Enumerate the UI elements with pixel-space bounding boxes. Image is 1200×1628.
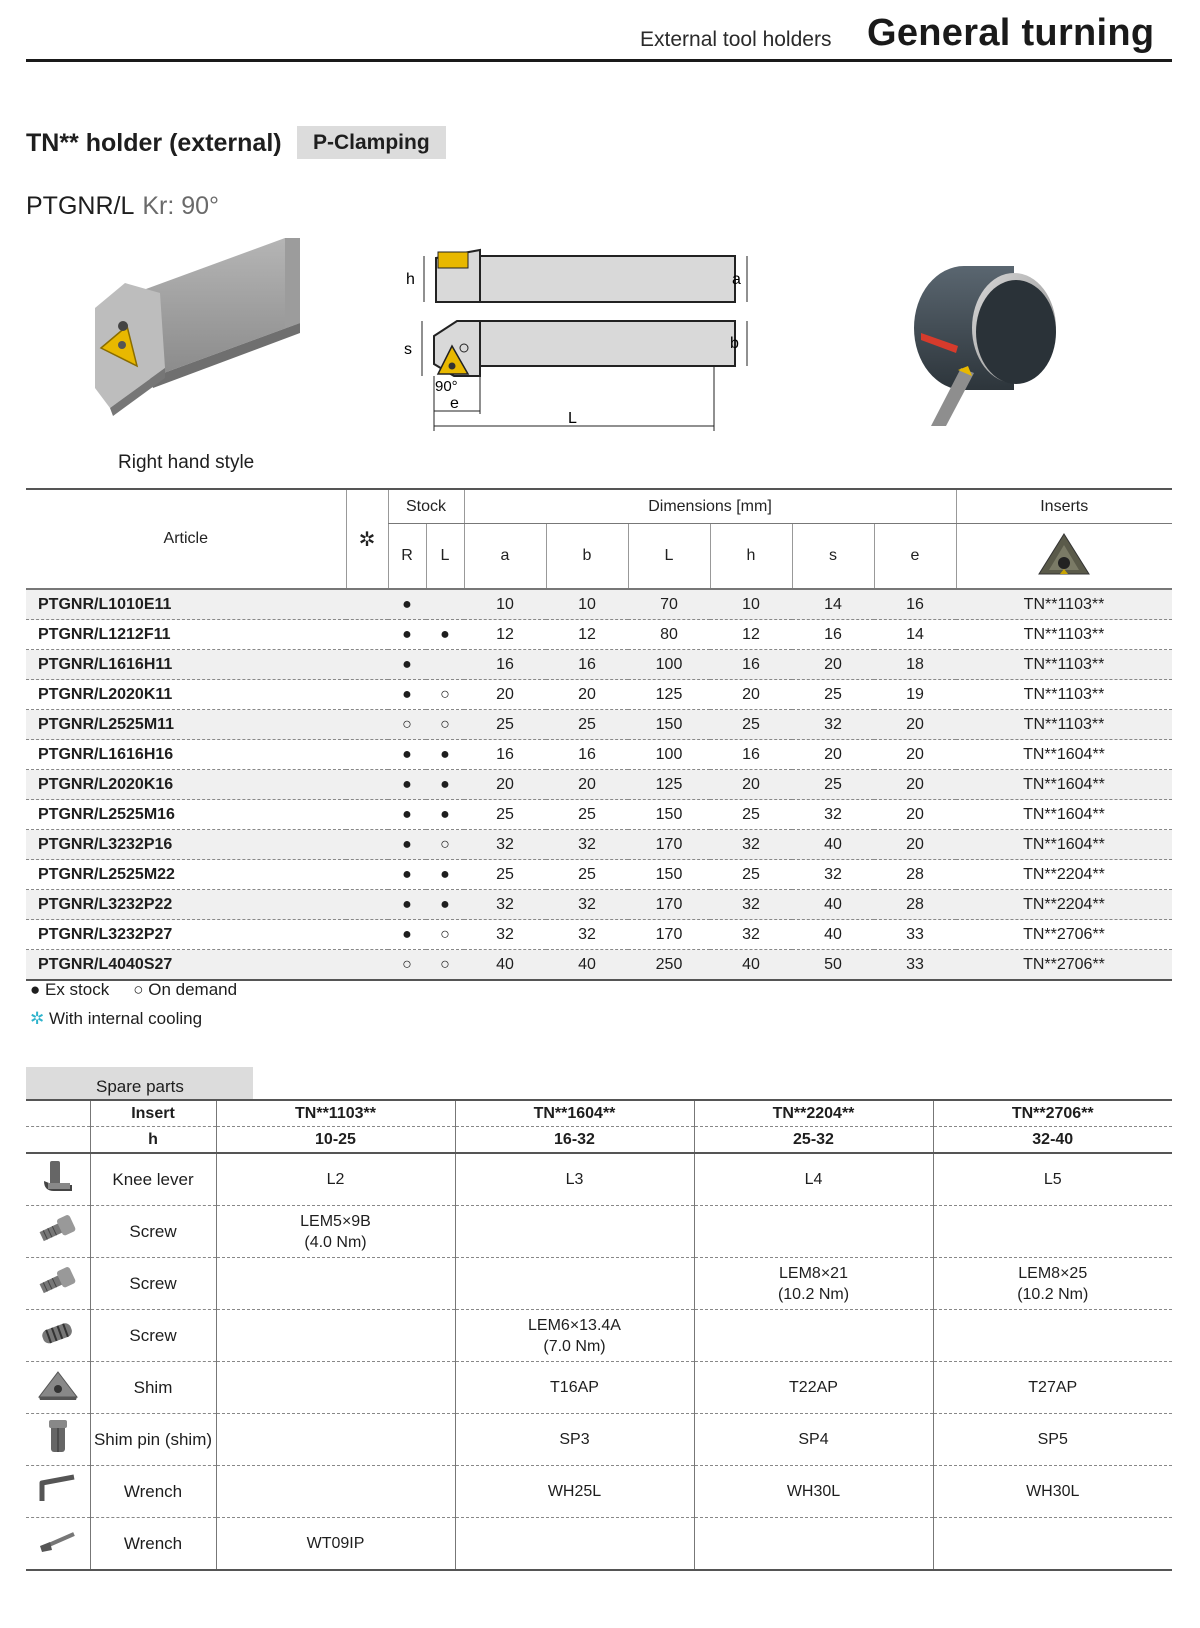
threaded-screw-icon (26, 1310, 90, 1362)
internal-cooling-icon: ✲ (346, 489, 388, 589)
kr-angle: Kr: 90° (142, 192, 220, 220)
part-value-line: (10.2 Nm) (1017, 1285, 1089, 1303)
dim-L-cell: 70 (628, 589, 710, 620)
dim-a-cell: 25 (464, 710, 546, 740)
insert-cell: TN**1103** (956, 710, 1172, 740)
dim-s-cell: 32 (792, 800, 874, 830)
table-row (26, 770, 1172, 800)
triangular-insert-icon (1036, 531, 1092, 577)
dim-h-cell: 20 (710, 680, 792, 710)
dim-L-cell: 150 (628, 710, 710, 740)
dim-L-cell: 170 (628, 830, 710, 860)
article-cell: PTGNR/L3232P22 (26, 890, 346, 920)
part-value-cell (933, 1310, 1172, 1362)
clamping-badge: P-Clamping (297, 126, 446, 159)
spare-parts-table (26, 1099, 1172, 1571)
dim-s-cell: 50 (792, 950, 874, 981)
stock-r-cell: ● (388, 860, 426, 890)
spare-insert-0: TN**1103** (216, 1100, 455, 1127)
article-cell: PTGNR/L3232P27 (26, 920, 346, 950)
stock-l-cell: ○ (426, 950, 464, 981)
dim-b-cell: 20 (546, 680, 628, 710)
spare-insert-3: TN**2706** (933, 1100, 1172, 1127)
dim-a-cell: 32 (464, 830, 546, 860)
spare-row (26, 1414, 1172, 1466)
stock-r-cell: ○ (388, 710, 426, 740)
cooling-cell (346, 800, 388, 830)
part-value-cell (216, 1206, 455, 1258)
dim-a-cell: 25 (464, 860, 546, 890)
part-value-line: LEM8×25 (1018, 1264, 1088, 1282)
part-value-line: (4.0 Nm) (304, 1233, 367, 1251)
spare-row (26, 1310, 1172, 1362)
dim-e-cell: 33 (874, 920, 956, 950)
article-cell: PTGNR/L4040S27 (26, 950, 346, 981)
stock-l-cell: ○ (426, 680, 464, 710)
part-value-line: T22AP (789, 1379, 838, 1396)
part-value-cell (694, 1310, 933, 1362)
dim-s-label: s (404, 341, 412, 358)
cooling-cell (346, 589, 388, 620)
dim-e-cell: 20 (874, 710, 956, 740)
part-value-cell (216, 1518, 455, 1571)
part-value-cell (216, 1414, 455, 1466)
insert-cell: TN**1103** (956, 589, 1172, 620)
section-title: General turning (867, 12, 1155, 54)
dim-col-L: L (628, 524, 710, 590)
dim-s-cell: 32 (792, 860, 874, 890)
cooling-legend (30, 1009, 202, 1029)
part-value-line: LEM6×13.4A (528, 1316, 621, 1334)
insert-cell: TN**1604** (956, 740, 1172, 770)
dim-s-cell: 20 (792, 650, 874, 680)
dim-L-cell: 125 (628, 770, 710, 800)
torx-wrench-icon (26, 1518, 90, 1571)
dim-a-cell: 40 (464, 950, 546, 981)
part-value-line: SP4 (798, 1431, 829, 1448)
dim-b-cell: 12 (546, 620, 628, 650)
dim-h-cell: 16 (710, 740, 792, 770)
part-name: Screw (90, 1258, 216, 1310)
cooling-cell (346, 860, 388, 890)
hex-wrench-icon (26, 1466, 90, 1518)
article-cell: PTGNR/L3232P16 (26, 830, 346, 860)
spare-corner-cell (26, 1127, 90, 1154)
dim-L-cell: 150 (628, 800, 710, 830)
stock-l-cell: ● (426, 770, 464, 800)
stock-r-cell: ● (388, 800, 426, 830)
dim-s-cell: 25 (792, 680, 874, 710)
dim-a-cell: 20 (464, 770, 546, 800)
knee-lever-icon (26, 1153, 90, 1206)
dim-s-cell: 16 (792, 620, 874, 650)
insert-cell: TN**1604** (956, 830, 1172, 860)
dim-a-cell: 32 (464, 890, 546, 920)
article-cell: PTGNR/L1010E11 (26, 589, 346, 620)
part-value-line: WH30L (786, 1483, 841, 1500)
dim-e-cell: 19 (874, 680, 956, 710)
dim-e-cell: 18 (874, 650, 956, 680)
spare-insert-2: TN**2204** (694, 1100, 933, 1127)
part-value-cell (694, 1466, 933, 1518)
cooling-cell (346, 710, 388, 740)
table-row (26, 589, 1172, 620)
dim-L-cell: 250 (628, 950, 710, 981)
dim-h-label: h (406, 271, 415, 288)
screw-icon (26, 1206, 90, 1258)
part-value-cell (933, 1153, 1172, 1206)
part-value-line: L5 (1043, 1171, 1062, 1188)
part-value-cell (933, 1466, 1172, 1518)
stock-l-cell: ● (426, 800, 464, 830)
spare-h-3: 32-40 (933, 1127, 1172, 1154)
stock-l-cell: ○ (426, 830, 464, 860)
dim-e-cell: 16 (874, 589, 956, 620)
dim-a-cell: 20 (464, 680, 546, 710)
dim-a-cell: 10 (464, 589, 546, 620)
dim-col-s: s (792, 524, 874, 590)
stock-l-cell: ○ (426, 710, 464, 740)
dim-b-cell: 20 (546, 770, 628, 800)
part-value-line: T16AP (550, 1379, 599, 1396)
dim-e-cell: 14 (874, 620, 956, 650)
part-value-cell (933, 1518, 1172, 1571)
article-cell: PTGNR/L2525M11 (26, 710, 346, 740)
cooling-cell (346, 920, 388, 950)
h-row-label: h (90, 1127, 216, 1154)
dim-b-cell: 25 (546, 860, 628, 890)
article-cell: PTGNR/L2020K16 (26, 770, 346, 800)
dim-col-a: a (464, 524, 546, 590)
screw-icon (26, 1258, 90, 1310)
stock-r-cell: ● (388, 890, 426, 920)
part-value-cell (216, 1258, 455, 1310)
dim-s-cell: 20 (792, 740, 874, 770)
header-divider (26, 59, 1172, 62)
dim-b-cell: 25 (546, 800, 628, 830)
part-value-line: SP5 (1037, 1431, 1068, 1448)
table-row (26, 740, 1172, 770)
part-value-line: (7.0 Nm) (543, 1337, 606, 1355)
part-value-cell (455, 1153, 694, 1206)
cooling-cell (346, 830, 388, 860)
cooling-cell (346, 740, 388, 770)
stock-l-cell (426, 650, 464, 680)
cooling-cell (346, 770, 388, 800)
dim-h-cell: 10 (710, 589, 792, 620)
dim-col-b: b (546, 524, 628, 590)
stock-r-cell: ● (388, 620, 426, 650)
spare-corner-cell (26, 1100, 90, 1127)
dim-e-label: e (450, 395, 459, 412)
spare-row (26, 1206, 1172, 1258)
dim-L-cell: 80 (628, 620, 710, 650)
dim-s-cell: 40 (792, 890, 874, 920)
article-cell: PTGNR/L2020K11 (26, 680, 346, 710)
dimension-drawing (402, 236, 772, 441)
model-heading (26, 192, 219, 221)
stock-header: Stock (388, 489, 464, 524)
table-row (26, 800, 1172, 830)
part-value-cell (933, 1206, 1172, 1258)
part-value-line: SP3 (559, 1431, 590, 1448)
stock-r-cell: ● (388, 920, 426, 950)
dim-L-cell: 150 (628, 860, 710, 890)
dim-angle-label: 90° (435, 378, 458, 395)
stock-r-cell: ● (388, 770, 426, 800)
spare-h-2: 25-32 (694, 1127, 933, 1154)
dim-h-cell: 32 (710, 830, 792, 860)
stock-l-cell: ● (426, 890, 464, 920)
cooling-cell (346, 950, 388, 981)
dim-a-cell: 12 (464, 620, 546, 650)
dim-col-h: h (710, 524, 792, 590)
stock-l-cell: ● (426, 620, 464, 650)
dim-L-cell: 125 (628, 680, 710, 710)
part-value-cell (455, 1414, 694, 1466)
dim-h-cell: 32 (710, 890, 792, 920)
dim-h-cell: 25 (710, 800, 792, 830)
part-value-cell (455, 1258, 694, 1310)
table-row (26, 650, 1172, 680)
table-row (26, 920, 1172, 950)
turning-operation-image (906, 258, 1076, 426)
stock-col-r: R (388, 524, 426, 590)
stock-r-cell: ● (388, 650, 426, 680)
dimensions-header: Dimensions [mm] (464, 489, 956, 524)
dim-s-cell: 40 (792, 830, 874, 860)
dim-h-cell: 25 (710, 710, 792, 740)
dim-l-label: L (568, 410, 577, 427)
dim-h-cell: 12 (710, 620, 792, 650)
dim-a-cell: 32 (464, 920, 546, 950)
dim-b-cell: 16 (546, 650, 628, 680)
dim-h-cell: 25 (710, 860, 792, 890)
stock-r-cell: ● (388, 740, 426, 770)
insert-cell: TN**1103** (956, 650, 1172, 680)
part-value-cell (216, 1153, 455, 1206)
dim-b-cell: 40 (546, 950, 628, 981)
dim-e-cell: 28 (874, 860, 956, 890)
stock-r-cell: ● (388, 589, 426, 620)
dim-e-cell: 20 (874, 800, 956, 830)
insert-cell: TN**2204** (956, 860, 1172, 890)
article-cell: PTGNR/L2525M16 (26, 800, 346, 830)
part-value-line: L3 (565, 1171, 584, 1188)
dim-h-cell: 40 (710, 950, 792, 981)
legend-ex-stock: ● Ex stock (30, 980, 110, 999)
stock-col-l: L (426, 524, 464, 590)
table-row (26, 680, 1172, 710)
part-value-cell (455, 1310, 694, 1362)
stock-legend (30, 980, 237, 1000)
dim-e-cell: 20 (874, 770, 956, 800)
spare-h-1: 16-32 (455, 1127, 694, 1154)
shim-icon (26, 1362, 90, 1414)
dim-h-cell: 32 (710, 920, 792, 950)
tool-holder-3d-image (75, 238, 305, 418)
part-value-cell (455, 1518, 694, 1571)
cooling-cell (346, 620, 388, 650)
legend-on-demand: ○ On demand (133, 980, 238, 999)
dim-b-cell: 16 (546, 740, 628, 770)
dim-a-cell: 16 (464, 740, 546, 770)
table-row (26, 890, 1172, 920)
stock-l-cell: ● (426, 860, 464, 890)
dim-L-cell: 170 (628, 920, 710, 950)
stock-l-cell: ○ (426, 920, 464, 950)
spare-insert-1: TN**1604** (455, 1100, 694, 1127)
cooling-cell (346, 650, 388, 680)
dim-L-cell: 170 (628, 890, 710, 920)
dim-s-cell: 40 (792, 920, 874, 950)
part-value-cell (216, 1362, 455, 1414)
cooling-cell (346, 890, 388, 920)
part-name: Screw (90, 1310, 216, 1362)
part-name: Wrench (90, 1466, 216, 1518)
part-name: Shim pin (shim) (90, 1414, 216, 1466)
article-cell: PTGNR/L2525M22 (26, 860, 346, 890)
dim-e-cell: 20 (874, 740, 956, 770)
product-title: TN** holder (external) (26, 129, 282, 157)
legend-cooling: With internal cooling (48, 1009, 203, 1028)
part-value-cell (933, 1258, 1172, 1310)
spare-row (26, 1258, 1172, 1310)
spare-row (26, 1518, 1172, 1571)
dim-b-cell: 32 (546, 890, 628, 920)
part-value-cell (694, 1414, 933, 1466)
spare-parts-label: Spare parts (26, 1067, 253, 1099)
dim-s-cell: 32 (792, 710, 874, 740)
dim-h-cell: 16 (710, 650, 792, 680)
part-value-cell (216, 1310, 455, 1362)
dim-e-cell: 28 (874, 890, 956, 920)
insert-row-label: Insert (90, 1100, 216, 1127)
dim-a-cell: 25 (464, 800, 546, 830)
dim-col-e: e (874, 524, 956, 590)
insert-cell: TN**1103** (956, 680, 1172, 710)
part-value-cell (694, 1153, 933, 1206)
model-code: PTGNR/L (26, 192, 135, 220)
section-subtitle: External tool holders (640, 28, 832, 51)
part-value-cell (694, 1206, 933, 1258)
dim-h-cell: 20 (710, 770, 792, 800)
insert-cell: TN**1103** (956, 620, 1172, 650)
dim-b-cell: 32 (546, 920, 628, 950)
part-name: Shim (90, 1362, 216, 1414)
article-cell: PTGNR/L1616H16 (26, 740, 346, 770)
article-cell: PTGNR/L1616H11 (26, 650, 346, 680)
dim-a-cell: 16 (464, 650, 546, 680)
part-value-cell (933, 1362, 1172, 1414)
part-value-cell (933, 1414, 1172, 1466)
part-value-line: L4 (804, 1171, 823, 1188)
dim-s-cell: 25 (792, 770, 874, 800)
dim-b-cell: 32 (546, 830, 628, 860)
spare-row (26, 1153, 1172, 1206)
dim-s-cell: 14 (792, 589, 874, 620)
shim-pin-icon (26, 1414, 90, 1466)
part-value-cell (455, 1362, 694, 1414)
part-value-line: LEM5×9B (300, 1212, 371, 1230)
insert-cell: TN**1604** (956, 770, 1172, 800)
table-row (26, 950, 1172, 981)
dim-b-cell: 10 (546, 589, 628, 620)
spare-row (26, 1362, 1172, 1414)
insert-cell: TN**1604** (956, 800, 1172, 830)
dim-e-cell: 20 (874, 830, 956, 860)
spare-row (26, 1466, 1172, 1518)
spare-h-0: 10-25 (216, 1127, 455, 1154)
part-value-line: WH30L (1026, 1483, 1080, 1500)
insert-cell: TN**2204** (956, 890, 1172, 920)
part-name: Wrench (90, 1518, 216, 1571)
part-value-cell (455, 1206, 694, 1258)
article-header: Article (163, 530, 208, 547)
part-value-line: WH25L (547, 1483, 602, 1500)
part-value-cell (694, 1258, 933, 1310)
stock-r-cell: ● (388, 680, 426, 710)
part-name: Knee lever (90, 1153, 216, 1206)
stock-r-cell: ● (388, 830, 426, 860)
image-caption: Right hand style (118, 452, 255, 473)
part-value-line: LEM8×21 (779, 1264, 848, 1282)
stock-l-cell (426, 589, 464, 620)
cooling-cell (346, 680, 388, 710)
table-row (26, 830, 1172, 860)
part-value-cell (216, 1466, 455, 1518)
table-row (26, 710, 1172, 740)
article-table (26, 488, 1172, 981)
dim-e-cell: 33 (874, 950, 956, 981)
dim-L-cell: 100 (628, 650, 710, 680)
table-row (26, 860, 1172, 890)
stock-r-cell: ○ (388, 950, 426, 981)
dim-L-cell: 100 (628, 740, 710, 770)
part-value-cell (455, 1466, 694, 1518)
insert-cell: TN**2706** (956, 950, 1172, 981)
dim-b-label: b (730, 335, 739, 352)
part-value-line: (10.2 Nm) (777, 1285, 850, 1303)
part-value-cell (694, 1518, 933, 1571)
insert-cell: TN**2706** (956, 920, 1172, 950)
stock-l-cell: ● (426, 740, 464, 770)
part-value-line: L2 (326, 1171, 345, 1188)
insert-image-cell (956, 524, 1172, 590)
part-value-line: WT09IP (306, 1535, 365, 1552)
cooling-legend-icon: ✲ (30, 1009, 45, 1028)
inserts-header: Inserts (956, 489, 1172, 524)
part-name: Screw (90, 1206, 216, 1258)
part-value-line: T27AP (1028, 1379, 1078, 1396)
part-value-cell (694, 1362, 933, 1414)
article-cell: PTGNR/L1212F11 (26, 620, 346, 650)
dim-b-cell: 25 (546, 710, 628, 740)
table-row (26, 620, 1172, 650)
dim-a-label: a (732, 271, 741, 288)
